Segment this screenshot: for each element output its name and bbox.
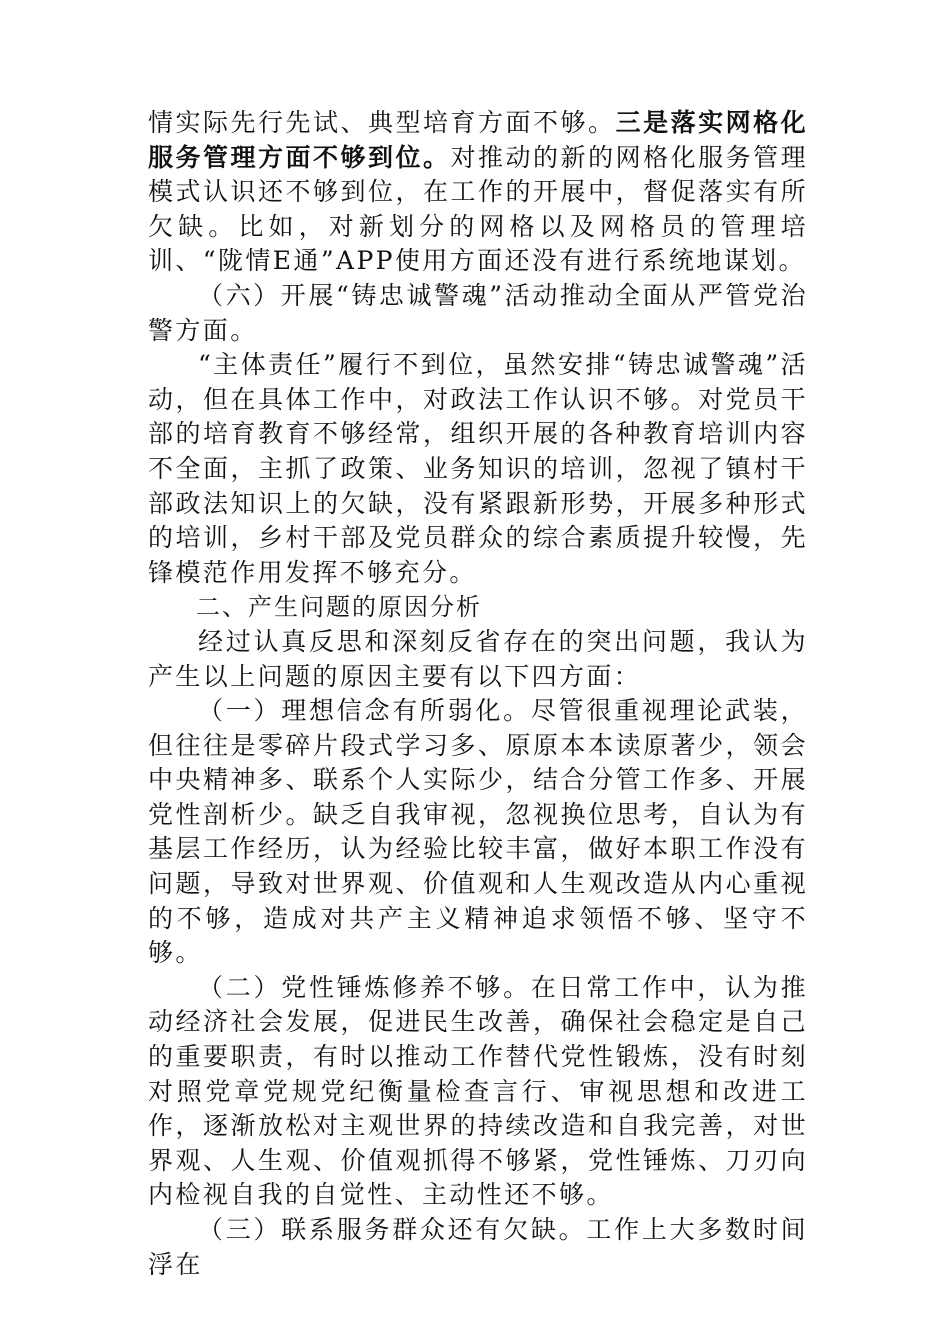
- p7-lead: （二）党性锤炼修养不够。: [198, 972, 531, 1002]
- p6-lead: （一）理想信念有所弱化。: [198, 696, 531, 726]
- p7-body: 在日常工作中，认为推动经济社会发展，促进民生改善，确保社会稳定是自己的重要职责，有时以推动工作替代党性锻炼，没有时刻对照党章党规党纪衡量检查言行、审视思想和改进工作，逐渐放松对主观世界的持续改造和自我完善，对世界观、人生观、价值观抓得不够紧，党性锤炼、刀刃向内检视自我的自觉性、主动性还不够。: [148, 972, 808, 1210]
- p8-body: 工作上大多数时间浮在: [148, 1215, 809, 1279]
- section-six-heading: （六）开展“铸忠诚警魂”活动推动全面从严管党治警方面。: [148, 280, 808, 345]
- document-body: [148, 106, 808, 1282]
- section-two-heading: 二、产生问题的原因分析: [196, 593, 482, 622]
- p1-text-a: 情实际先行先试、典型培育方面不够。: [148, 108, 616, 137]
- p1-bold-heading: 三是落实网格化服务管理方面不够到位。: [148, 108, 808, 172]
- paragraph-8: [148, 1213, 808, 1282]
- paragraph-6: [148, 694, 808, 971]
- paragraph-3: “主体责任”履行不到位，虽然安排“铸忠诚警魂”活动，但在具体工作中，对政法工作认识不够。对党员干部的培育教育不够经常，组织开展的各种教育培训内容不全面，主抓了政策、业务知识的培训，忽视了镇村干部政法知识上的欠缺，没有紧跟新形势，开展多种形式的培训，乡村干部及党员群众的综合素质提升较慢，先锋模范作用发挥不够充分。: [148, 350, 808, 587]
- paragraph-7: [148, 971, 808, 1213]
- paragraph-5: 经过认真反思和深刻反省存在的突出问题，我认为产生以上问题的原因主要有以下四方面：: [148, 626, 808, 691]
- p8-lead: （三）联系服务群众还有欠缺。: [198, 1215, 587, 1244]
- p1-text-c: 对推动的新的网格化服务管理模式认识还不够到位，在工作的开展中，督促落实有所欠缺。比如，对新划分的网格以及网格员的管理培训、“陇情E通”APP使用方面还没有进行系统地谋划。: [148, 142, 808, 276]
- p6-body: 尽管很重视理论武装，但往往是零碎片段式学习多、原原本本读原著少，领会中央精神多、联系个人实际少，结合分管工作多、开展党性剖析少。缺乏自我审视，忽视换位思考，自认为有基层工作经历，认为经验比较丰富，做好本职工作没有问题，导致对世界观、价值观和人生观改造从内心重视的不够，造成对共产主义精神追求领悟不够、坚守不够。: [148, 696, 808, 968]
- paragraph-1: [148, 106, 808, 279]
